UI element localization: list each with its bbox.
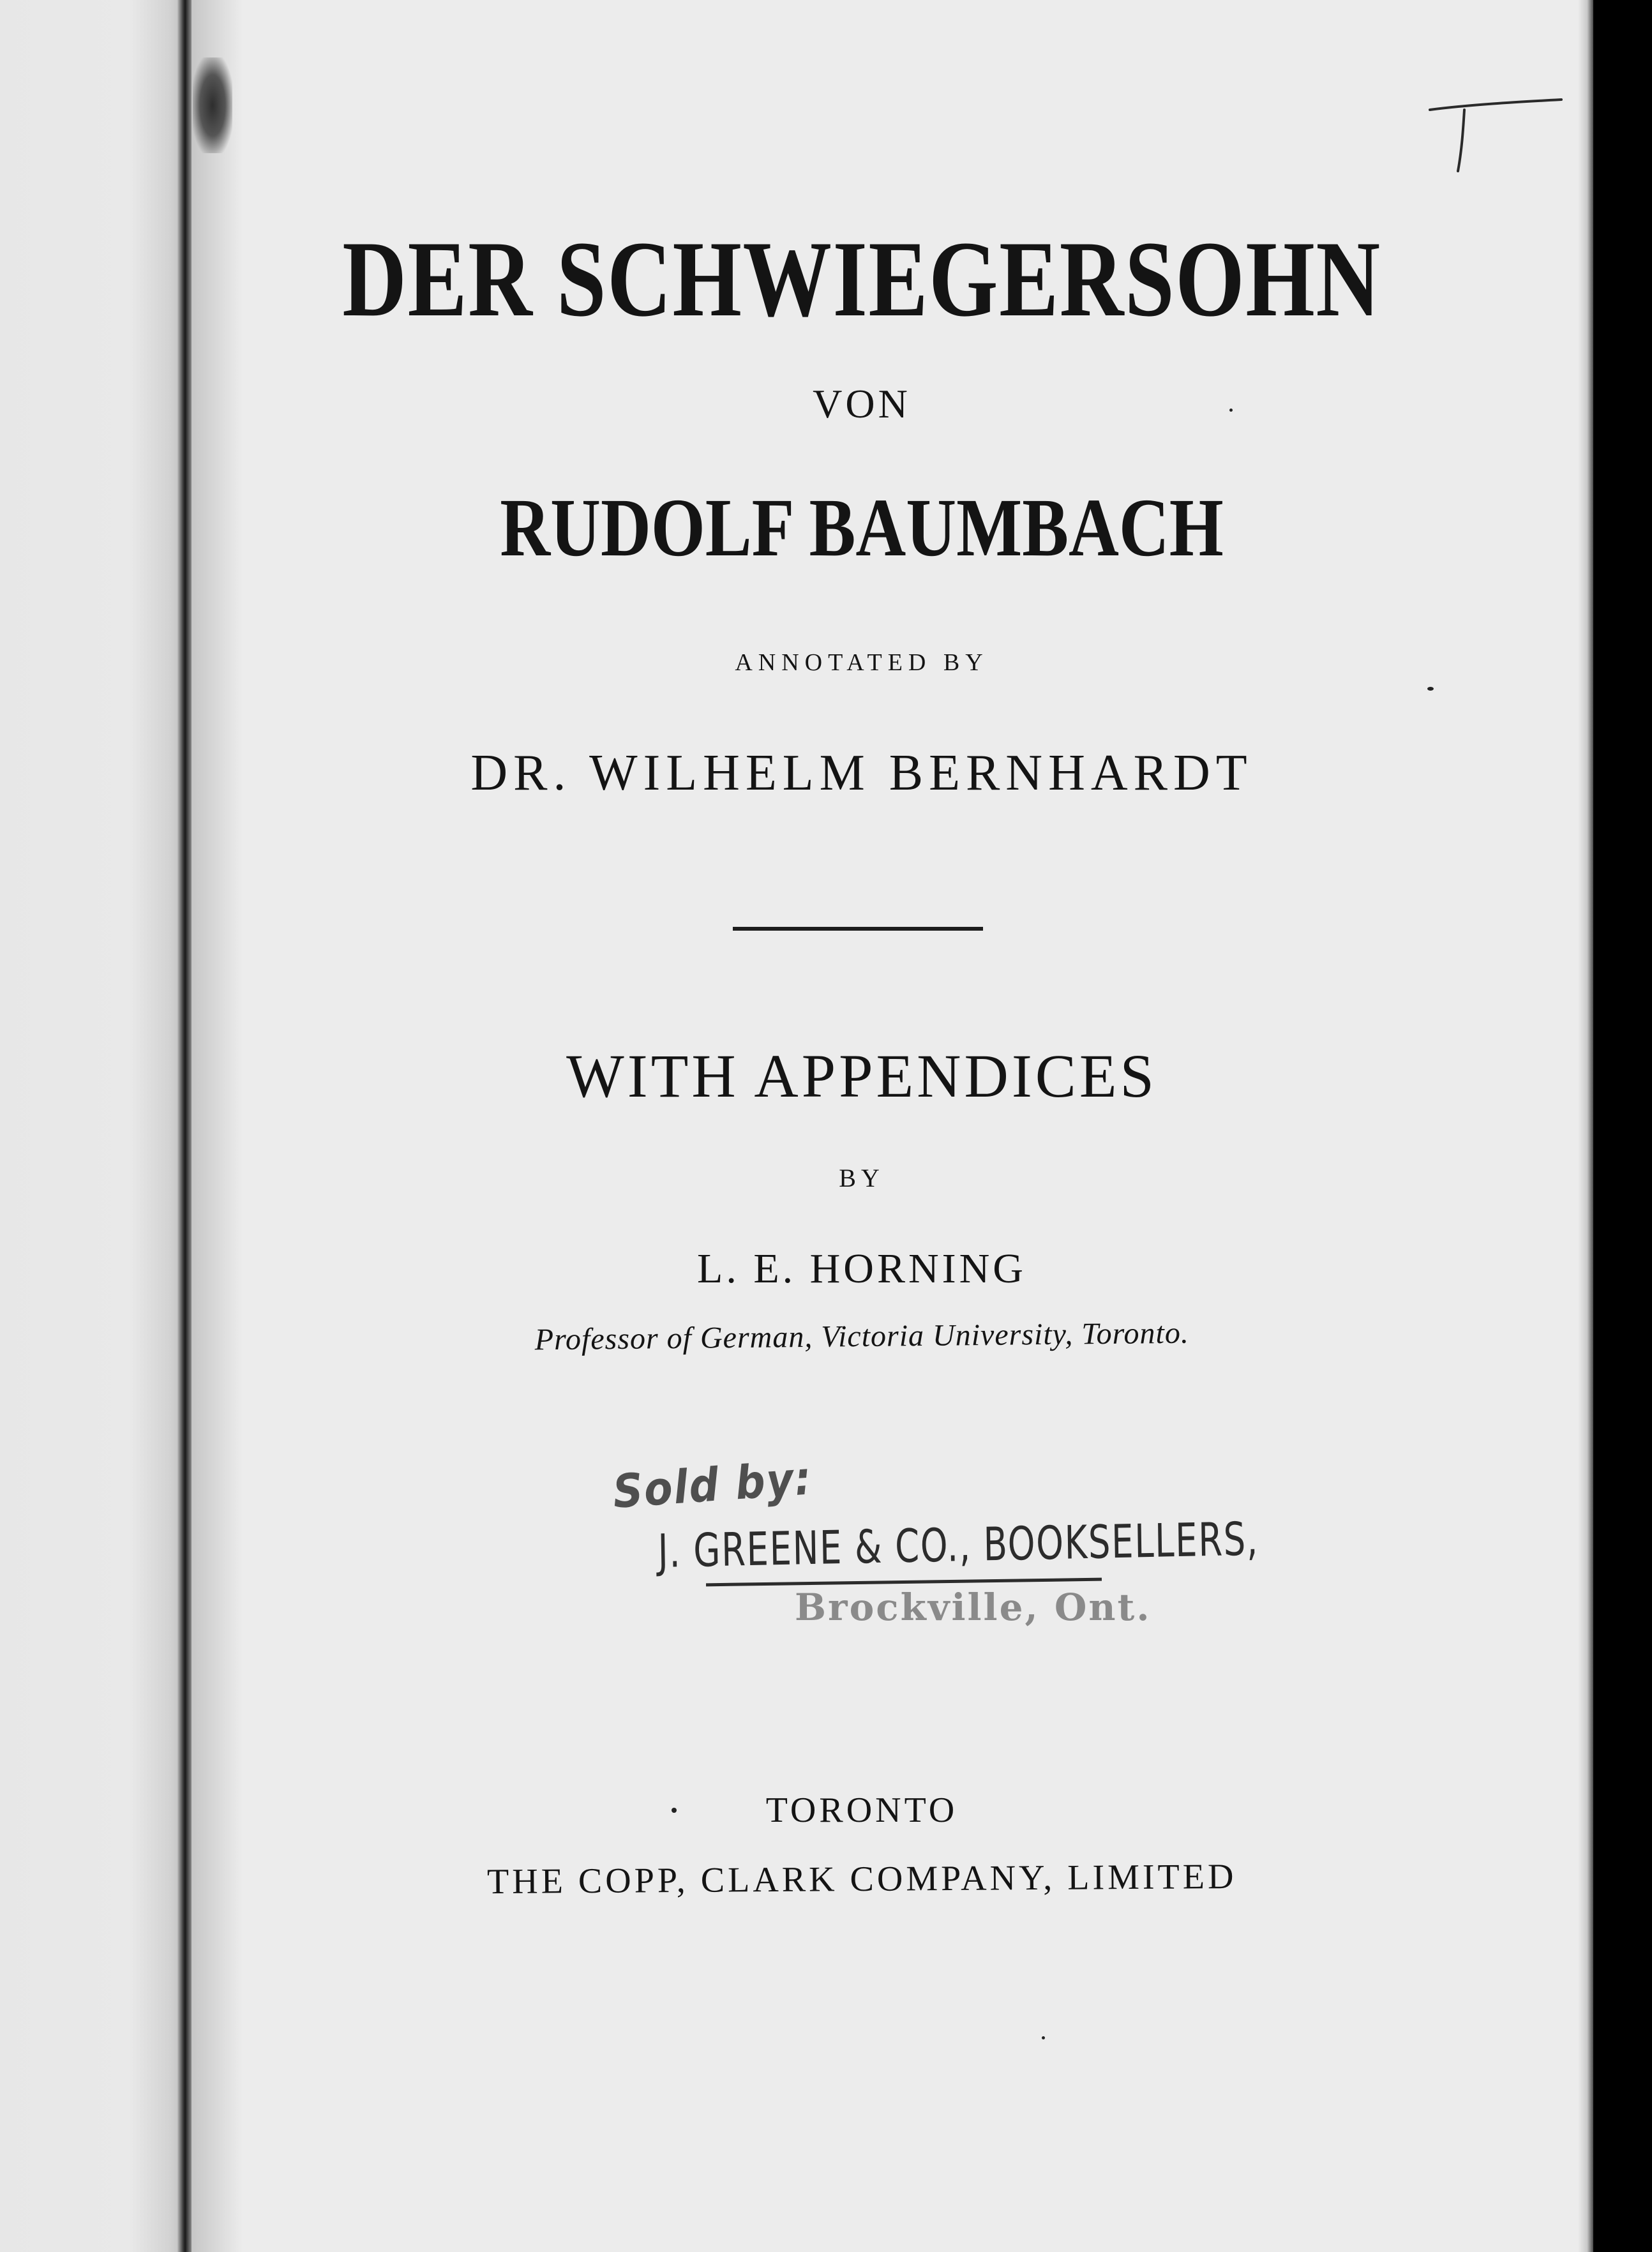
author-name: RUDOLF BAUMBACH [500,482,1224,574]
page-edge-shadow [1578,0,1593,2252]
stamp-bookseller-location: Brockville, Ont. [795,1586,1152,1629]
book-title: DER SCHWIEGERSOHN [342,219,1381,339]
stamp-bookseller-name: J. GREENE & CO., BOOKSELLERS, [657,1512,1259,1578]
stamp-sold-by: Sold by: [611,1451,815,1519]
divider-rule [733,927,983,931]
appendix-author-affiliation: Professor of German, Victoria University, Toronto. [534,1316,1190,1357]
von-label: VON [813,381,911,426]
publisher-name: THE COPP, CLARK COMPANY, LIMITED [486,1856,1237,1902]
paper-speck [672,1808,677,1813]
ink-blot [193,57,232,153]
annotator-name: DR. WILHELM BERNHARDT [470,745,1253,801]
paper-speck [1427,687,1434,691]
paper-speck [1042,2036,1045,2039]
appendix-author-name: L. E. HORNING [697,1245,1026,1292]
handwritten-t-mark [1425,96,1565,179]
paper-speck [1229,409,1233,412]
by-label: BY [839,1164,885,1192]
annotated-by-label: ANNOTATED BY [735,649,989,676]
imprint-city: TORONTO [765,1790,958,1830]
with-appendices-heading: WITH APPENDICES [566,1042,1157,1110]
scan-border [1593,0,1652,2252]
